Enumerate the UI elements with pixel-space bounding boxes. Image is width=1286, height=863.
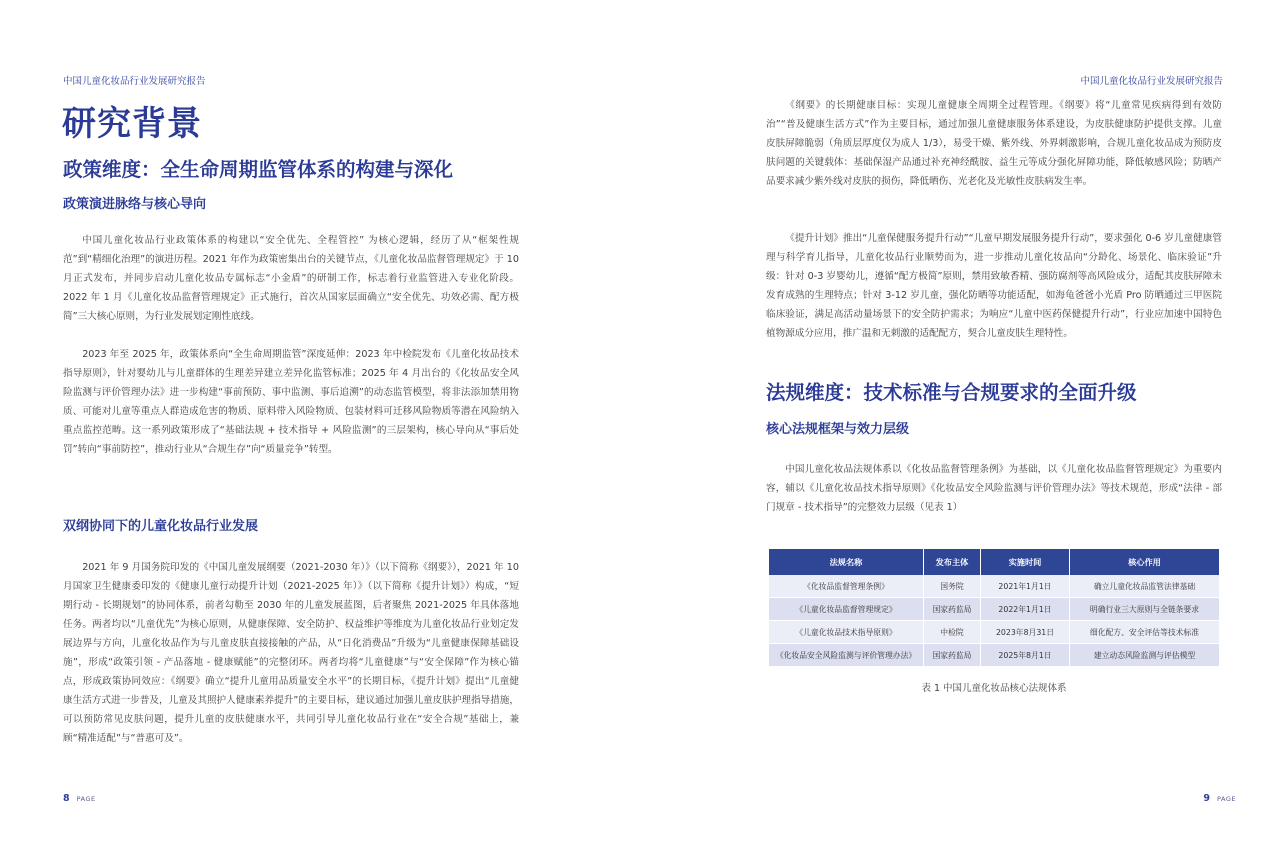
table-cell: 国家药监局 [924,598,981,621]
table-cell: 《化妆品监督管理条例》 [769,575,924,598]
column-header: 实施时间 [981,549,1070,575]
paragraph-outline-goal: 《纲要》的长期健康目标：实现儿童健康全周期全过程管理。《纲要》将“儿童常见疾病得到有效防治”“普及健康生活方式”作为主要目标，通过加强儿童健康服务体系建设，为皮肤健康防护提供支撑。儿童皮肤屏障脆弱（角质层厚度仅为成人 1/3），易受干燥、紫外线、外界刺激影响，合规儿童化妆品成为预防皮肤问题的关键载体：基础保湿产品通过补充神经酰胺、益生元等成分强化屏障功能，降低敏感风险；防晒产品要求减少紫外线对皮肤的损伤，降低晒伤、光老化及光敏性皮肤病发生率。 [766,100,1222,187]
column-header: 法规名称 [769,549,924,575]
table-cell: 《化妆品安全风险监测与评价管理办法》 [769,644,924,667]
table-row [769,621,1219,644]
table-header-row [769,549,1219,575]
page-number-right [1203,793,1236,804]
table-cell: 2023年8月31日 [981,621,1070,644]
page-word: PAGE [1217,795,1236,803]
table-cell: 《儿童化妆品监督管理规定》 [769,598,924,621]
page-word: PAGE [76,795,96,803]
right-page [643,0,1286,863]
table-cell: 2025年8月1日 [981,644,1070,667]
page-title: 研究背景 [62,104,202,144]
table-cell: 确立儿童化妆品监管法律基础 [1070,575,1220,598]
page-number-left [63,793,96,804]
table-cell: 《儿童化妆品技术指导原则》 [769,621,924,644]
subheading-dual-outline: 双纲协同下的儿童化妆品行业发展 [63,519,259,534]
section-heading-policy: 政策维度：全生命周期监管体系的构建与深化 [63,158,454,181]
table-cell: 2022年1月1日 [981,598,1070,621]
running-header-right: 中国儿童化妆品行业发展研究报告 [1080,76,1223,87]
table-row [769,575,1219,598]
regulation-table [769,549,1219,667]
running-header-left: 中国儿童化妆品行业发展研究报告 [63,76,206,87]
paragraph-policy-2: 2023 年至 2025 年，政策体系向“全生命周期监管”深度延伸：2023 年中检院发布《儿童化妆品技术指导原则》，针对婴幼儿与儿童群体的生理差异建立差异化监管标准；2025 年 4 月出台的《化妆品安全风险监测与评价管理办法》进一步构建“事前预防、事中监测、事后追溯”的动态监管模型，将非法添加禁用物质、可能对儿童等重点人群造成危害的物质、原料带入风险物质、包装材料可迁移风险物质等潜在风险纳入重点监控范畴。这一系列政策形成了“基础法规 + 技术指导 + 风险监测”的三层架构，核心导向从“事后处罚”转向“事前防控”，推动行业从“合规生存”向“质量竞争”转型。 [63,349,519,455]
paragraph-dual-outline: 2021 年 9 月国务院印发的《中国儿童发展纲要（2021-2030 年）》（以下简称《纲要》），2021 年 10 月国家卫生健康委印发的《健康儿童行动提升计划（2021-2025 年）》（以下简称《提升计划》）构成，“短期行动 - 长期规划”的协同体系，前者勾勒至 2030 年的儿童发展蓝图，后者聚焦 2021-2025 年具体落地任务。两者均以“儿童优先”为核心原则，从健康保障、安全防护、权益维护等维度为儿童化妆品行业划定发展边界与方向，儿童化妆品作为与儿童皮肤直接接触的产品，从“日化消费品”升级为“儿童健康保障基础设施”，形成“政策引领 - 产品落地 - 健康赋能”的完整闭环。两者均将“儿童健康”与“安全保障”作为核心锚点，形成政策协同效应：《纲要》确立“提升儿童用品质量安全水平”的长期目标，《提升计划》提出“儿童健康生活方式进一步普及，儿童及其照护人健康素养提升”的主要目标，建议通过加强儿童皮肤护理指导措施，可以预防常见皮肤问题，提升儿童的皮肤健康水平，共同引导儿童化妆品行业在“安全合规”基础上，兼顾“精准适配”与“普惠可及”。 [63,562,519,744]
paragraph-regulation-framework: 中国儿童化妆品法规体系以《化妆品监督管理条例》为基础，以《儿童化妆品监督管理规定》为重要内容，辅以《儿童化妆品技术指导原则》《化妆品安全风险监测与评价管理办法》等技术规范，形成“法律 - 部门规章 - 技术指导”的完整效力层级（见表 1） [766,464,1222,513]
paragraph-upgrade-plan: 《提升计划》推出“儿童保健服务提升行动”“儿童早期发展服务提升行动”，要求强化 0-6 岁儿童健康管理与科学育儿指导，儿童化妆品行业顺势而为，进一步推动儿童化妆品向“分龄化、场景化、临床验证”升级：针对 0-3 岁婴幼儿，遵循“配方极简”原则，禁用致敏香精、强防腐剂等高风险成分，适配其皮肤屏障未发育成熟的生理特点；针对 3-12 岁儿童，强化防晒等功能适配，如海龟爸爸小光盾 Pro 防晒通过三甲医院临床验证，满足高活动量场景下的安全防护需求；为响应“儿童中医药保健提升行动”，行业应加速中国特色植物源成分应用，推广温和无刺激的适配配方，契合儿童皮肤生理特性。 [766,233,1222,339]
table-cell: 国家药监局 [924,644,981,667]
table-caption: 表 1 中国儿童化妆品核心法规体系 [921,683,1067,694]
table-cell: 2021年1月1日 [981,575,1070,598]
page-number: 8 [63,793,70,804]
table-cell: 中检院 [924,621,981,644]
table-cell: 细化配方、安全评估等技术标准 [1070,621,1220,644]
paragraph-policy-1: 中国儿童化妆品行业政策体系的构建以“安全优先、全程管控” 为核心逻辑，经历了从“框架性规范”到“精细化治理”的演进历程。2021 年作为政策密集出台的关键节点，《儿童化妆品监督管理规定》于 10 月正式发布，并同步启动儿童化妆品专属标志“小金盾”的研制工作，标志着行业监管进入专业化阶段。2022 年 1 月《儿童化妆品监督管理规定》正式施行，首次从国家层面确立“安全优先、功效必需、配方极简”三大核心原则，为行业发展划定刚性底线。 [63,235,519,322]
column-header: 核心作用 [1070,549,1220,575]
page-number: 9 [1203,793,1211,804]
table-cell: 国务院 [924,575,981,598]
table-cell: 建立动态风险监测与评估模型 [1070,644,1220,667]
table-row [769,598,1219,621]
column-header: 发布主体 [924,549,981,575]
subheading-policy-evolution: 政策演进脉络与核心导向 [63,197,207,212]
subheading-regulation-framework: 核心法规框架与效力层级 [766,422,910,437]
table-row [769,644,1219,667]
table-cell: 明确行业三大原则与全链条要求 [1070,598,1220,621]
section-heading-regulation: 法规维度：技术标准与合规要求的全面升级 [766,381,1137,404]
